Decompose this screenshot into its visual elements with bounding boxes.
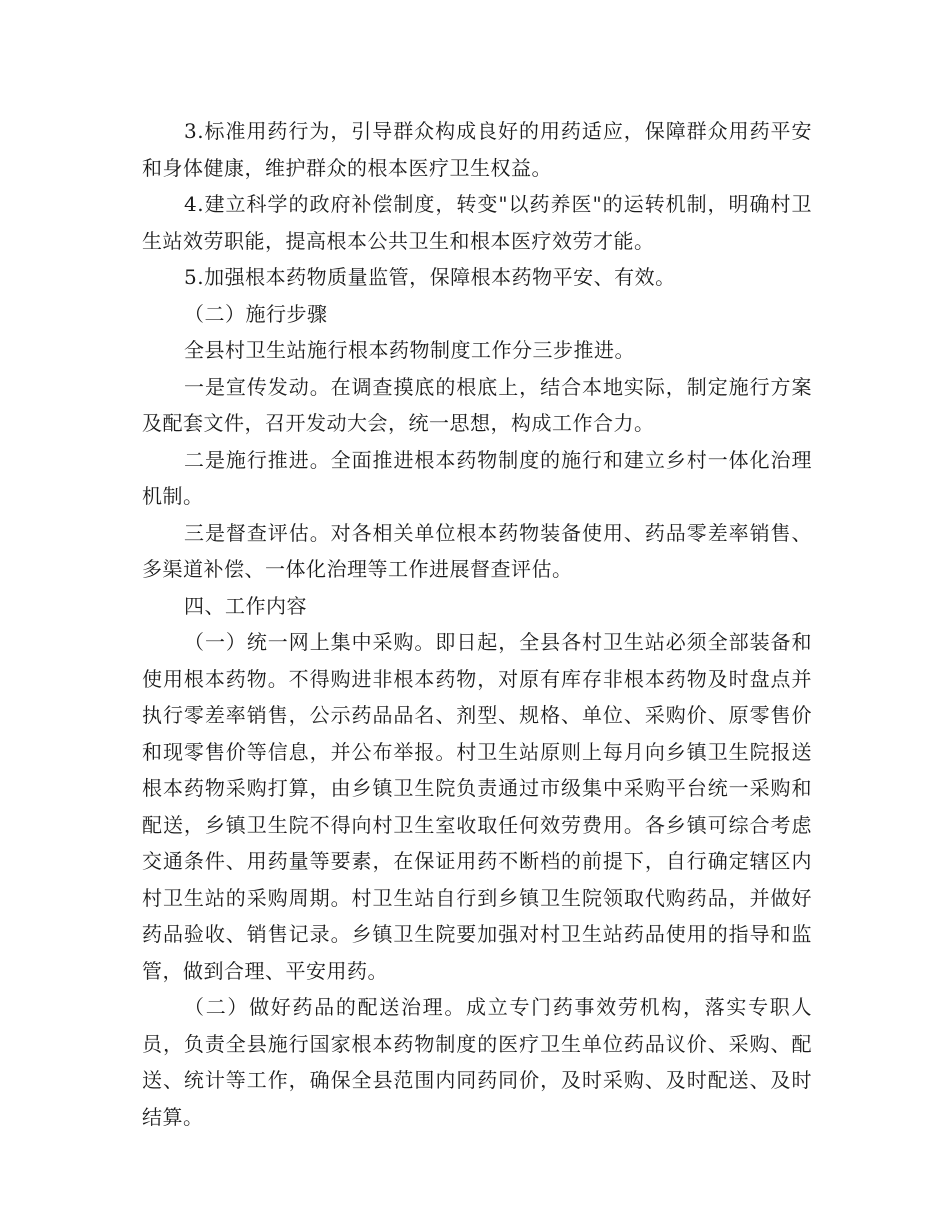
paragraph-item-4: 4.建立科学的政府补偿制度，转变"以药养医"的运转机制，明确村卫生站效劳职能，提高根本公共卫生和根本医疗效劳才能。 bbox=[142, 192, 812, 253]
paragraph-step-two: 二是施行推进。全面推进根本药物制度的施行和建立乡村一体化治理机制。 bbox=[142, 447, 812, 508]
paragraph-step-three: 三是督查评估。对各相关单位根本药物装备使用、药品零差率销售、多渠道补偿、一体化治理等工作进展督查评估。 bbox=[142, 520, 812, 581]
paragraph-distribution-management: （二）做好药品的配送治理。成立专门药事效劳机构，落实专职人员，负责全县施行国家根本药物制度的医疗卫生单位药品议价、采购、配送、统计等工作，确保全县范围内同药同价，及时采购、及时配送、及时结算。 bbox=[142, 995, 812, 1129]
paragraph-steps-intro: 全县村卫生站施行根本药物制度工作分三步推进。 bbox=[184, 338, 635, 362]
section-heading-work-content: 四、工作内容 bbox=[184, 593, 307, 618]
document-body bbox=[142, 113, 812, 1135]
section-heading-implementation-steps: （二）施行步骤 bbox=[184, 301, 328, 326]
paragraph-unified-procurement: （一）统一网上集中采购。即日起，全县各村卫生站必须全部装备和使用根本药物。不得购进非根本药物，对原有库存非根本药物及时盘点并执行零差率销售，公示药品品名、剂型、规格、单位、采购价、原零售价和现零售价等信息，并公布举报。村卫生站原则上每月向乡镇卫生院报送根本药物采购打算，由乡镇卫生院负责通过市级集中采购平台统一采购和配送，乡镇卫生院不得向村卫生室收取任何效劳费用。各乡镇可综合考虑交通条件、用药量等要素，在保证用药不断档的前提下，自行确定辖区内村卫生站的采购周期。村卫生站自行到乡镇卫生院领取代购药品，并做好药品验收、销售记录。乡镇卫生院要加强对村卫生站药品使用的指导和监管，做到合理、平安用药。 bbox=[142, 630, 812, 983]
paragraph-item-3: 3.标准用药行为，引导群众构成良好的用药适应，保障群众用药平安和身体健康，维护群众的根本医疗卫生权益。 bbox=[142, 119, 812, 180]
paragraph-step-one: 一是宣传发动。在调查摸底的根底上，结合本地实际，制定施行方案及配套文件，召开发动大会，统一思想，构成工作合力。 bbox=[142, 374, 812, 435]
paragraph-item-5: 5.加强根本药物质量监管，保障根本药物平安、有效。 bbox=[184, 265, 676, 289]
